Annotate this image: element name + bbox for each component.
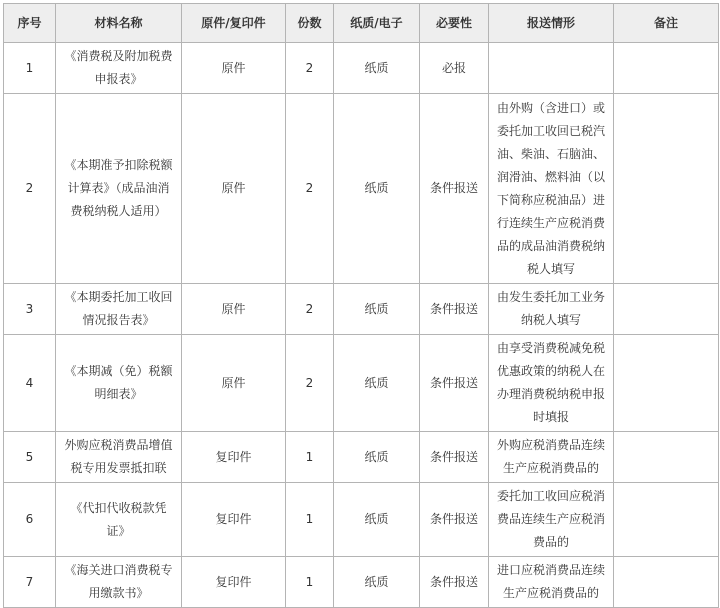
cell-necessity: 条件报送 xyxy=(420,94,489,284)
cell-medium: 纸质 xyxy=(334,335,420,432)
cell-medium: 纸质 xyxy=(334,483,420,557)
cell-original-copy: 复印件 xyxy=(182,483,286,557)
header-condition: 报送情形 xyxy=(489,4,614,43)
cell-necessity: 条件报送 xyxy=(420,557,489,608)
cell-necessity: 条件报送 xyxy=(420,483,489,557)
table-row xyxy=(4,432,719,483)
table-row xyxy=(4,284,719,335)
cell-material-name: 《消费税及附加税费申报表》 xyxy=(56,43,182,94)
cell-copies: 1 xyxy=(286,483,334,557)
cell-copies: 2 xyxy=(286,43,334,94)
cell-no: 2 xyxy=(4,94,56,284)
cell-remark xyxy=(614,557,719,608)
header-no: 序号 xyxy=(4,4,56,43)
cell-condition xyxy=(489,43,614,94)
cell-material-name: 《本期准予扣除税额计算表》（成品油消费税纳税人适用） xyxy=(56,94,182,284)
table-row xyxy=(4,557,719,608)
cell-medium: 纸质 xyxy=(334,94,420,284)
cell-original-copy: 原件 xyxy=(182,335,286,432)
cell-necessity: 条件报送 xyxy=(420,335,489,432)
cell-medium: 纸质 xyxy=(334,284,420,335)
cell-copies: 2 xyxy=(286,94,334,284)
table-row xyxy=(4,335,719,432)
cell-medium: 纸质 xyxy=(334,432,420,483)
cell-remark xyxy=(614,432,719,483)
cell-remark xyxy=(614,43,719,94)
header-material-name: 材料名称 xyxy=(56,4,182,43)
cell-condition: 由外购（含进口）或委托加工收回已税汽油、柴油、石脑油、润滑油、燃料油（以下简称应税油品）进行连续生产应税消费品的成品油消费税纳税人填写 xyxy=(489,94,614,284)
cell-material-name: 《本期委托加工收回情况报告表》 xyxy=(56,284,182,335)
cell-no: 7 xyxy=(4,557,56,608)
cell-copies: 1 xyxy=(286,432,334,483)
header-remark: 备注 xyxy=(614,4,719,43)
cell-original-copy: 原件 xyxy=(182,284,286,335)
cell-no: 5 xyxy=(4,432,56,483)
cell-original-copy: 原件 xyxy=(182,43,286,94)
cell-copies: 1 xyxy=(286,557,334,608)
cell-material-name: 《代扣代收税款凭证》 xyxy=(56,483,182,557)
table-row xyxy=(4,483,719,557)
cell-medium: 纸质 xyxy=(334,557,420,608)
table-row xyxy=(4,94,719,284)
cell-material-name: 《本期减（免）税额明细表》 xyxy=(56,335,182,432)
cell-remark xyxy=(614,335,719,432)
cell-copies: 2 xyxy=(286,284,334,335)
table-row xyxy=(4,43,719,94)
cell-remark xyxy=(614,94,719,284)
table-header-row xyxy=(4,4,719,43)
cell-no: 1 xyxy=(4,43,56,94)
cell-condition: 由享受消费税减免税优惠政策的纳税人在办理消费税纳税申报时填报 xyxy=(489,335,614,432)
cell-original-copy: 原件 xyxy=(182,94,286,284)
cell-necessity: 条件报送 xyxy=(420,432,489,483)
cell-original-copy: 复印件 xyxy=(182,557,286,608)
cell-condition: 由发生委托加工业务纳税人填写 xyxy=(489,284,614,335)
cell-remark xyxy=(614,483,719,557)
cell-no: 3 xyxy=(4,284,56,335)
header-copies: 份数 xyxy=(286,4,334,43)
cell-necessity: 条件报送 xyxy=(420,284,489,335)
header-necessity: 必要性 xyxy=(420,4,489,43)
cell-copies: 2 xyxy=(286,335,334,432)
cell-condition: 委托加工收回应税消费品连续生产应税消费品的 xyxy=(489,483,614,557)
cell-no: 6 xyxy=(4,483,56,557)
cell-condition: 外购应税消费品连续生产应税消费品的 xyxy=(489,432,614,483)
cell-material-name: 外购应税消费品增值税专用发票抵扣联 xyxy=(56,432,182,483)
header-medium: 纸质/电子 xyxy=(334,4,420,43)
cell-medium: 纸质 xyxy=(334,43,420,94)
cell-condition: 进口应税消费品连续生产应税消费品的 xyxy=(489,557,614,608)
cell-remark xyxy=(614,284,719,335)
cell-necessity: 必报 xyxy=(420,43,489,94)
materials-table xyxy=(3,3,719,608)
cell-material-name: 《海关进口消费税专用缴款书》 xyxy=(56,557,182,608)
cell-no: 4 xyxy=(4,335,56,432)
header-original-copy: 原件/复印件 xyxy=(182,4,286,43)
cell-original-copy: 复印件 xyxy=(182,432,286,483)
